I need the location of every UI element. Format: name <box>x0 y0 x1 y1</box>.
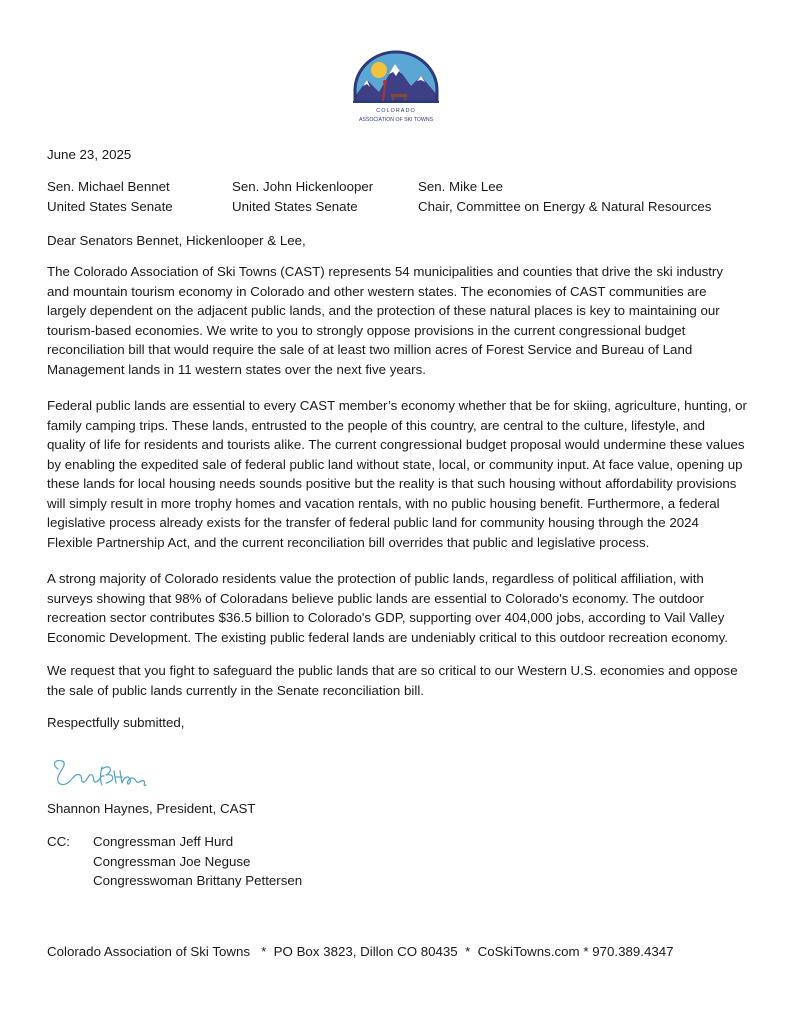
sun-icon <box>371 62 387 78</box>
cc-item: Congresswoman Brittany Pettersen <box>93 873 303 888</box>
recipient-name: Sen. Mike Lee <box>418 179 504 194</box>
cc-list <box>93 832 302 891</box>
body-paragraph: We request that you fight to safeguard the public lands that are so critical to our Western U.S. economies and oppose the sale of public lands currently in the Senate reconciliation bill. <box>47 663 738 698</box>
cc-item: Congressman Jeff Hurd <box>93 834 234 849</box>
signer-line: Shannon Haynes, President, CAST <box>47 801 256 816</box>
logo-arc-text: COLORADO <box>376 108 416 114</box>
recipient-lee <box>418 177 711 216</box>
body-paragraph: Federal public lands are essential to every CAST member’s economy whether that be for skiing, agriculture, hunting, or family camping trips. These lands, entrusted to the people of this country, are central to the culture, lifestyle, and quality of life for residents and tourists alike. The current congressional budget proposal would undermine these values by enabling the expedited sale of federal public land without state, local, or community input. At face value, opening up these lands for local housing needs sounds positive but the reality is that such housing without affordability provisions will simply result in more trophy homes and vacation rentals, with no public housing benefit. Furthermore, a federal legislative process already exists for the transfer of federal public land for community housing through the 2024 Flexible Partnership Act, and the current reconciliation bill overrides that public and legislative process. <box>47 398 747 550</box>
cc-item: Congressman Joe Neguse <box>93 853 251 869</box>
signature-image <box>50 755 155 795</box>
body-paragraph: The Colorado Association of Ski Towns (CAST) represents 54 municipalities and counties that drive the ski industry and mountain tourism economy in Colorado and other western states. The economies of CAST communities are largely dependent on the adjacent public lands, and the protection of these natural places is key to maintaining our tourism-based economies. We write to you to strongly oppose provisions in the current congressional budget reconciliation bill that would require the sale of at least two million acres of Forest Service and Bureau of Land Management lands in 11 western states over the next five years. <box>47 264 724 377</box>
recipient-hickenlooper <box>232 177 373 216</box>
recipient-bennet <box>47 177 173 216</box>
logo-subtitle: ASSOCIATION OF SKI TOWNS <box>358 117 434 123</box>
closing: Respectfully submitted, <box>47 715 185 730</box>
body-paragraph: A strong majority of Colorado residents value the protection of public lands, regardless of political affiliation, with surveys showing that 98% of Coloradans believe public lands are essential to Colorado's economy. The outdoor recreation sector contributes $36.5 billion to Colorado's GDP, supporting over 404,000 jobs, according to Vail Valley Economic Development. The existing public federal lands are undeniably critical to this outdoor recreation economy. <box>47 571 728 645</box>
letter-footer: Colorado Association of Ski Towns * PO Box 3823, Dillon CO 80435 * CoSkiTowns.com * 970.389.4347 <box>47 944 674 959</box>
salutation: Dear Senators Bennet, Hickenlooper & Lee, <box>47 233 306 248</box>
recipient-title: Chair, Committee on Energy & Natural Resources <box>418 198 712 214</box>
recipient-name: Sen. Michael Bennet <box>47 179 170 194</box>
recipients-block <box>47 177 747 217</box>
cc-label: CC: <box>47 834 70 849</box>
recipient-title: United States Senate <box>47 198 173 214</box>
recipient-title: United States Senate <box>232 198 358 214</box>
recipient-name: Sen. John Hickenlooper <box>232 179 374 194</box>
letter-date: June 23, 2025 <box>47 147 132 162</box>
cast-logo <box>349 50 443 128</box>
